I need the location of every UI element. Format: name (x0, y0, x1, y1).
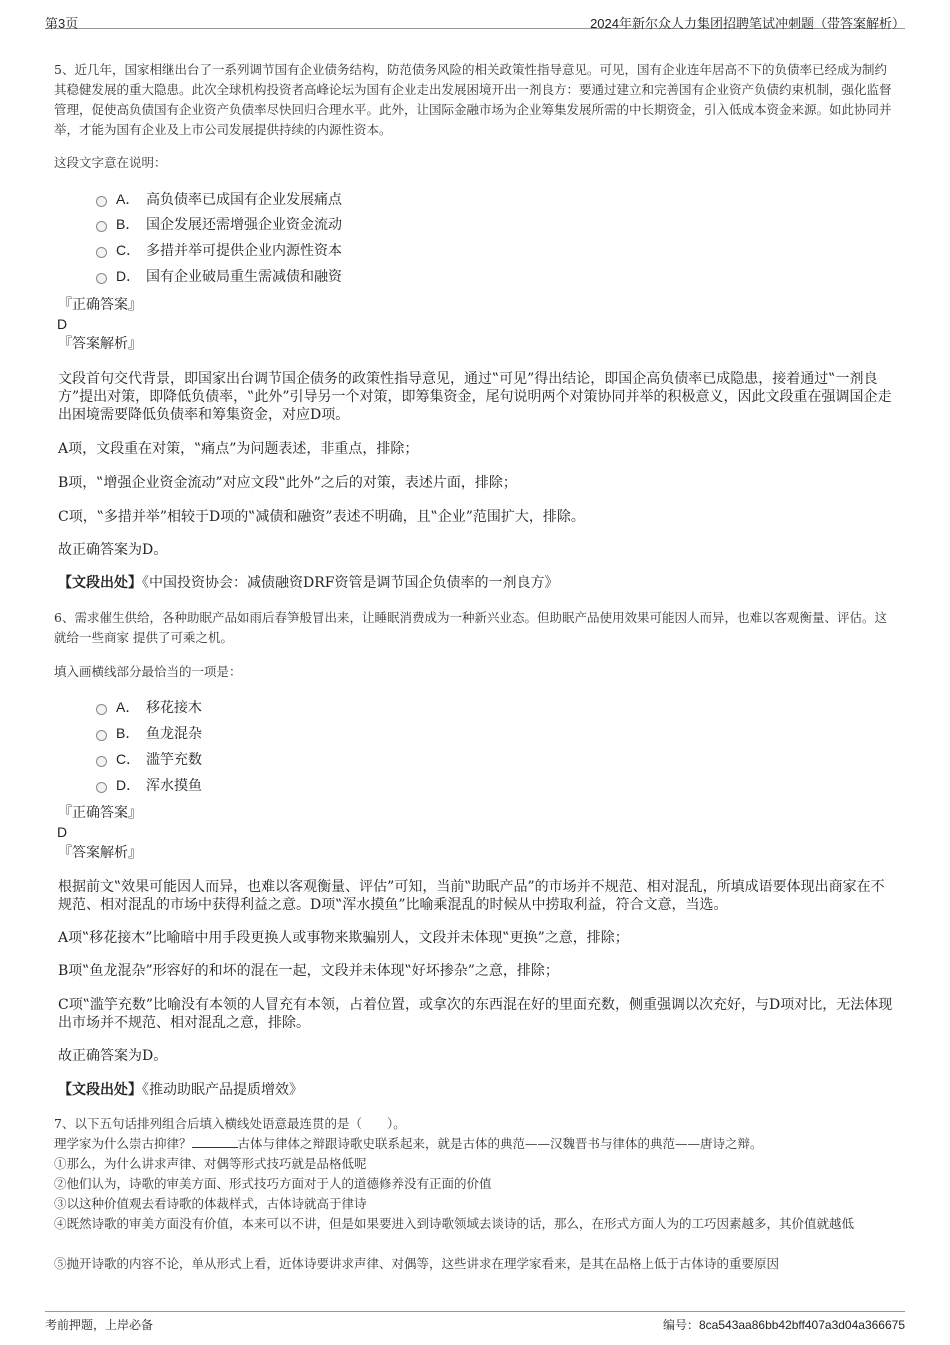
q5-answer: D (57, 316, 68, 332)
q6-option-c[interactable] (96, 748, 202, 770)
option-letter: D． (116, 268, 141, 284)
q7-item-5: ⑤抛开诗歌的内容不论，单从形式上看，近体诗要讲求声律、对偶等，这些讲求在理学家看来，是其在品格上低于古体诗的重要原因 (54, 1256, 780, 1271)
option-text: 多措并举可提供企业内源性资本 (146, 243, 342, 259)
radio-icon[interactable] (96, 273, 107, 284)
q5-analysis-main: 文段首句交代背景，即国家出台调节国企债务的政策性指导意见，通过‟可见”得出结论，即国企高负债率已成隐患，接着通过‟一剂良方”提出对策，即降低负债率，‟此外”引导另一个对策，即筹集资金，尾句说明两个对策协同并举的积极意义，因此文段重在强调国企走出困境需要降低负债率和筹集资金，对应D项。 (58, 371, 892, 423)
q6-answer: D (57, 824, 68, 840)
option-letter: C． (116, 242, 141, 258)
fill-blank (192, 1135, 238, 1148)
q7-passage-before: 理学家为什么崇古抑律？ (54, 1136, 192, 1151)
page-footer (45, 1311, 905, 1337)
q6-analysis-a: A项‟移花接木”比喻暗中用手段更换人或事物来欺骗别人，文段并未体现‟更换”之意，排除； (58, 930, 629, 946)
radio-icon[interactable] (96, 196, 107, 207)
q7-item-1: ①那么，为什么讲求声律、对偶等形式技巧就是品格低呢 (54, 1156, 367, 1171)
source-label: 【文段出处】 (58, 1082, 142, 1098)
option-letter: C． (116, 751, 141, 767)
q5-source (58, 573, 558, 593)
q6-option-a[interactable] (96, 696, 202, 718)
q5-option-b[interactable] (96, 213, 342, 235)
footer-slogan: 考前押题，上岸必备 (45, 1318, 154, 1332)
q5-analysis-a: A项，文段重在对策，‟痛点”为问题表述，非重点，排除； (58, 441, 419, 457)
q6-prompt: 填入画横线部分最恰当的一项是： (54, 664, 242, 679)
q5-option-c[interactable] (96, 239, 342, 261)
option-text: 滥竽充数 (146, 752, 202, 768)
q6-answer-label: 『正确答案』 (58, 805, 142, 821)
option-text: 鱼龙混杂 (146, 726, 202, 742)
radio-icon[interactable] (96, 782, 107, 793)
q6-analysis-label: 『答案解析』 (58, 845, 142, 861)
q5-analysis-b: B项，‟增强企业资金流动”对应文段‟此外”之后的对策，表述片面，排除； (58, 475, 517, 491)
source-title: 《推动助眠产品提质增效》 (142, 1082, 303, 1098)
q7-item-4: ④既然诗歌的审美方面没有价值，本来可以不讲，但是如果要进入到诗歌领域去谈诗的话，那么，在形式方面人为的工巧因素越多，其价值就越低 (54, 1216, 855, 1231)
radio-icon[interactable] (96, 730, 107, 741)
option-text: 浑水摸鱼 (146, 778, 202, 794)
q5-analysis-label: 『答案解析』 (58, 336, 142, 352)
option-text: 高负债率已成国有企业发展痛点 (146, 192, 342, 208)
document-code (663, 1316, 905, 1333)
q6-stem: 6、需求催生供给，各种助眠产品如雨后春笋般冒出来，让睡眠消费成为一种新兴业态。但助眠产品使用效果可能因人而异，也难以客观衡量、评估。这就给一些商家 提供了可乘之机。 (54, 610, 887, 645)
q6-analysis-c: C项‟滥竽充数”比喻没有本领的人冒充有本领，占着位置，或拿次的东西混在好的里面充数，侧重强调以次充好，与D项对比，无法体现出市场并不规范、相对混乱之意，排除。 (58, 997, 893, 1031)
radio-icon[interactable] (96, 756, 107, 767)
source-label: 【文段出处】 (58, 575, 142, 591)
code-label: 编号： (662, 1318, 699, 1332)
q6-analysis-conclusion: 故正确答案为D。 (58, 1048, 168, 1064)
code-value: 8ca543aa86bb42bff407a3d04a366675 (699, 1318, 905, 1332)
option-letter: B． (116, 216, 140, 232)
page-header (45, 0, 905, 29)
q6-option-b[interactable] (96, 722, 202, 744)
q5-option-d[interactable] (96, 265, 342, 287)
q5-answer-label: 『正确答案』 (58, 297, 142, 313)
q5-prompt: 这段文字意在说明： (54, 155, 167, 170)
radio-icon[interactable] (96, 704, 107, 715)
q7-item-3: ③以这种价值观去看诗歌的体裁样式，古体诗就高于律诗 (54, 1196, 367, 1211)
radio-icon[interactable] (96, 221, 107, 232)
radio-icon[interactable] (96, 247, 107, 258)
q6-option-d[interactable] (96, 774, 202, 796)
q5-analysis-c: C项，‟多措并举”相较于D项的‟减债和融资”表述不明确，且‟企业”范围扩大，排除。 (58, 509, 585, 525)
option-text: 国企发展还需增强企业资金流动 (146, 217, 342, 233)
option-text: 国有企业破局重生需减债和融资 (146, 269, 342, 285)
option-text: 移花接木 (146, 700, 202, 716)
document-title: 2024年新尔众人力集团招聘笔试冲刺题（带答案解析） (590, 16, 905, 31)
q5-option-a[interactable] (96, 188, 342, 210)
q7-passage-after: 古体与律体之辩跟诗歌史联系起来，就是古体的典范——汉魏晋书与律体的典范——唐诗之辩。 (237, 1136, 763, 1151)
page-number: 第3页 (45, 16, 79, 31)
q5-analysis-conclusion: 故正确答案为D。 (58, 542, 168, 558)
option-letter: A． (116, 699, 140, 715)
source-title: 《中国投资协会：减债融资DRF资管是调节国企负债率的一剂良方》 (142, 575, 559, 591)
option-letter: A． (116, 191, 140, 207)
q5-stem: 5、近几年，国家相继出台了一系列调节国有企业债务结构，防范债务风险的相关政策性指导意见。可见，国有企业连年居高不下的负债率已经成为制约其稳健发展的重大隐患。此次全球机构投资者高峰论坛为国有企业走出发展困境开出一剂良方：要通过建立和完善国有企业资产负债约束机制，强化监督管理，促使高负债国有企业资产负债率尽快回归合理水平。此外，让国际金融市场为企业筹集发展所需的中长期资金，引入低成本资金来源。如此协同并举，才能为国有企业及上市公司发展提供持续的内源性资本。 (54, 62, 892, 137)
q6-analysis-b: B项‟鱼龙混杂”形容好的和坏的混在一起，文段并未体现‟好坏掺杂”之意，排除； (58, 963, 559, 979)
q6-analysis-main: 根据前文‟效果可能因人而异，也难以客观衡量、评估”可知，当前‟助眠产品”的市场并不规范、相对混乱，所填成语要体现出商家在不规范、相对混乱的市场中获得利益之意。D项‟浑水摸鱼”比喻乘混乱的时候从中捞取利益，符合文意，当选。 (58, 879, 885, 913)
q6-source (58, 1080, 303, 1100)
option-letter: B． (116, 725, 140, 741)
option-letter: D． (116, 777, 141, 793)
q7-passage (54, 1134, 899, 1154)
q7-item-2: ②他们认为，诗歌的审美方面、形式技巧方面对于人的道德修养没有正面的价值 (54, 1176, 492, 1191)
q7-stem: 7、以下五句话排列组合后填入横线处语意最连贯的是（ ）。 (54, 1116, 406, 1131)
